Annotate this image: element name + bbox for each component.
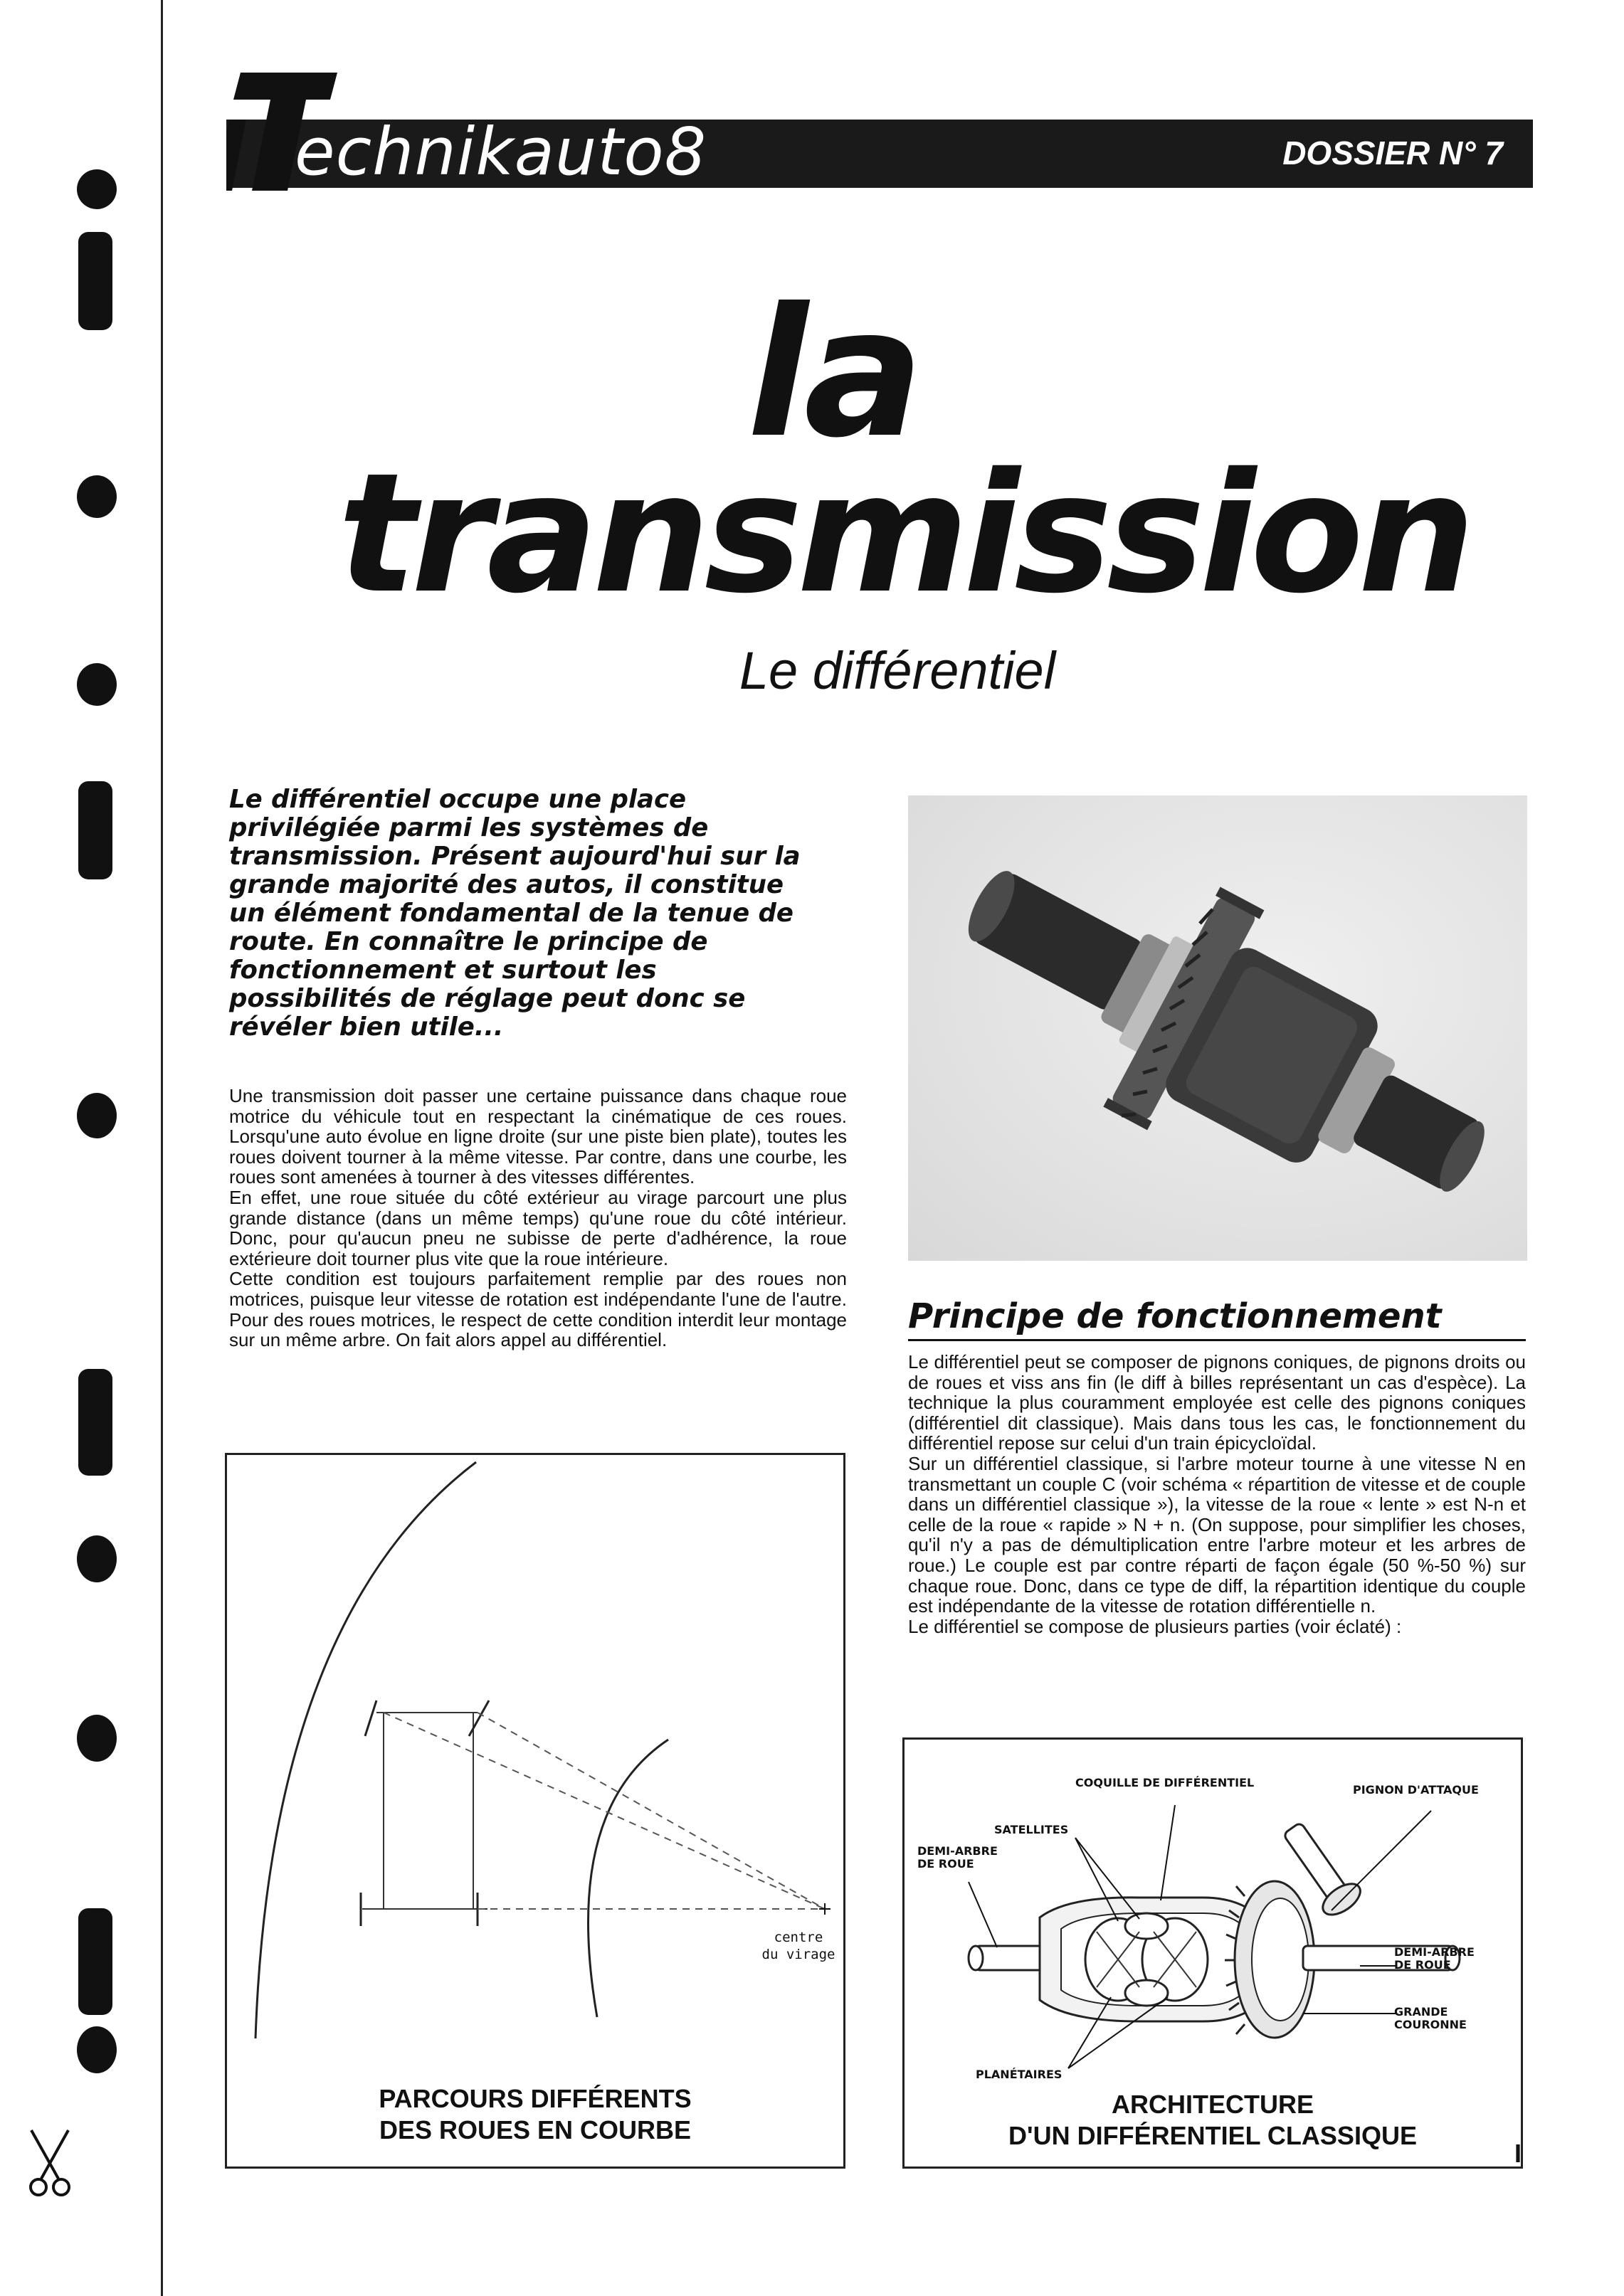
title-line-1: la (747, 270, 920, 477)
binder-hole (78, 1369, 112, 1476)
figure-wheel-paths (225, 1453, 845, 2169)
right-column-text (908, 1352, 1526, 1636)
binder-hole (77, 169, 117, 209)
binder-hole (77, 475, 117, 518)
figure-caption-line-1: ARCHITECTURE (1112, 2090, 1314, 2119)
brand-name: echnikauto8 (295, 114, 707, 190)
body-paragraph: Une transmission doit passer une certaine puissance dans chaque roue motrice du véhicule tout en respectant la cinématique de ces roues. Lorsqu'une auto évolue en ligne droite (sur une piste bien plate), toutes les roues doivent tourner à la même vitesse. Par contre, dans une courbe, les roues sont amenées à tourner à des vitesses différentes. (229, 1085, 847, 1188)
turn-center-label: centre du virage (761, 1930, 835, 1962)
page-number: I (1514, 2139, 1522, 2168)
figure-caption-line-1: PARCOURS DIFFÉRENTS (379, 2084, 692, 2113)
figure-differential-architecture (902, 1737, 1523, 2169)
binder-hole (77, 1715, 117, 1762)
body-paragraph: Sur un différentiel classique, si l'arbre moteur tourne à une vitesse N en transmettant un couple C (voir schéma « répartition de vitesse et de couple dans un différentiel classique »), la vitesse de la roue « lente » est N-n et celle de la roue « rapide » N + n. (On suppose, pour simplifier les choses, qu'il n'y a pas de démultiplication entre l'arbre moteur et les arbres de roue.) Le couple est par contre réparti de façon égale (50 %-50 %) sur chaque roue. Donc, dans ce type de diff, la répartition identique du couple est indépendante de la vitesse de rotation différentielle n. (908, 1452, 1526, 1617)
binder-hole (77, 1093, 117, 1138)
dossier-number: DOSSIER N° 7 (1282, 134, 1503, 171)
page-title: transmission (337, 438, 1470, 630)
wheel-paths-diagram (227, 1455, 843, 2167)
binder-hole (77, 2026, 117, 2073)
label-planetaires: PLANÉTAIRES (976, 2068, 1063, 2081)
left-column-text (229, 1086, 847, 1350)
body-paragraph: En effet, une roue située du côté extérieur au virage parcourt une plus grande distance (dans un même temps) qu'une roue du côté intérieur. Donc, pour qu'aucun pneu ne subisse de perte d'adhérence, la roue extérieure doit tourner plus vite que la roue intérieure. (229, 1186, 847, 1269)
scissors-icon (21, 2127, 78, 2199)
body-paragraph: Le différentiel se compose de plusieurs parties (voir éclaté) : (908, 1615, 1402, 1637)
binder-hole (78, 1908, 112, 2015)
body-paragraph: Le différentiel peut se composer de pignons coniques, de pignons droits ou de roues et viss ans fin (le diff à billes représentant un cas d'espèce). La technique la plus couramment employée est celle des pignons coniques (différentiel dit classique). Mais dans tous les cas, le fonctionnement du différentiel repose sur celui d'un train épicycloïdal. (908, 1351, 1526, 1454)
differential-illustration (908, 795, 1527, 1261)
label-pignon-attaque: PIGNON D'ATTAQUE (1353, 1783, 1479, 1797)
label-satellites: SATELLITES (994, 1823, 1069, 1836)
subtitle: Le différentiel (739, 641, 1056, 700)
label-grande-couronne: GRANDE COURONNE (1394, 2005, 1467, 2031)
body-paragraph: Cette condition est toujours parfaitement remplie par des roues non motrices, puisque leur vitesse de rotation est indépendante l'une de l'autre. Pour des roues motrices, le respect de cette condition interdit leur montage sur un même arbre. On fait alors appel au différentiel. (229, 1268, 847, 1351)
binder-hole (78, 781, 112, 879)
binder-hole (77, 1535, 117, 1582)
label-demi-arbre-right: DEMI-ARBRE DE ROUE (1394, 1945, 1475, 1972)
section-heading: Principe de fonctionnement (908, 1296, 1526, 1341)
label-demi-arbre-left: DEMI-ARBRE DE ROUE (917, 1844, 998, 1871)
label-coquille: COQUILLE DE DIFFÉRENTIEL (1075, 1776, 1255, 1789)
intro-paragraph: Le différentiel occupe une place privilégiée parmi les systèmes de transmission. Présent aujourd'hui sur la grande majorité des autos, il constitue un élément fondamental de la tenue de route. En connaître le principe de fonctionnement et surtout les possibilités de réglage peut donc se révéler bien utile... (229, 785, 801, 1042)
differential-photo (908, 795, 1527, 1261)
figure-caption-line-2: D'UN DIFFÉRENTIEL CLASSIQUE (1008, 2121, 1417, 2150)
figure-caption-line-2: DES ROUES EN COURBE (379, 2115, 692, 2144)
